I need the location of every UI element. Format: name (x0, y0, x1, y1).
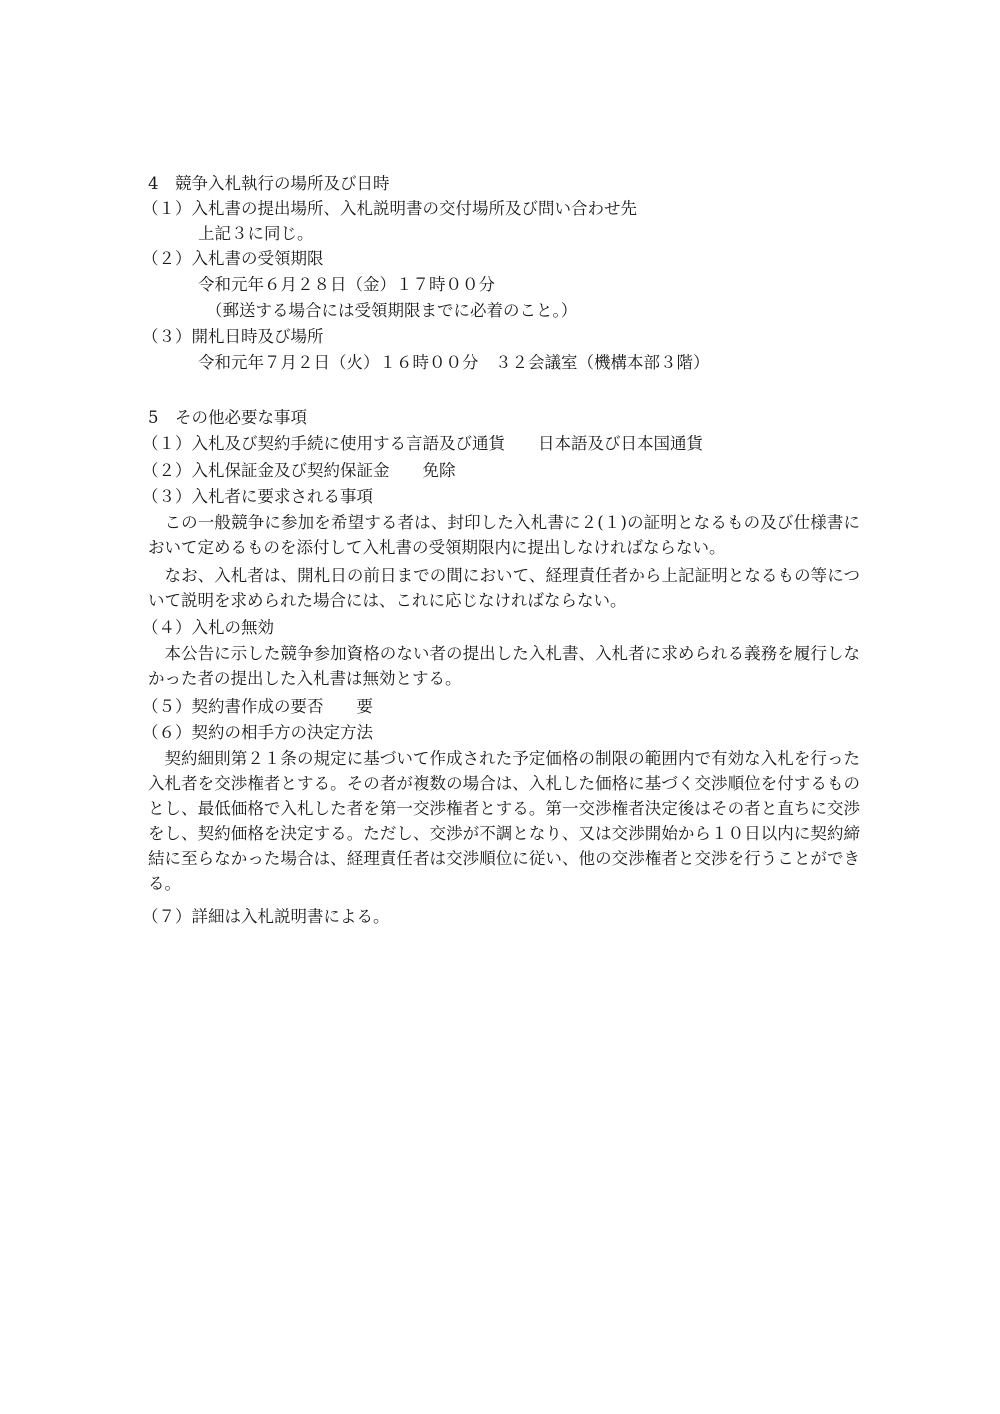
section4-item1-text: 上記３に同じ。 (198, 224, 314, 243)
section5-item6-label: （６）契約の相手方の決定方法 (142, 723, 373, 742)
section4-item2-date: 令和元年６月２８日（金）１７時００分 (198, 275, 495, 294)
section5-item4-label: （４）入札の無効 (142, 618, 274, 637)
section4-item3-label: （３）開札日時及び場所 (142, 327, 324, 346)
section5-item3-paragraph-1: この一般競争に参加を希望する者は、封印した入札書に２(１)の証明となるもの及び仕様書において定めるものを添付して入札書の受領期限内に提出しなければならない。 (148, 513, 860, 557)
section5-heading: 5 その他必要な事項 (148, 408, 307, 427)
section5-item2: （２）入札保証金及び契約保証金 免除 (142, 461, 456, 480)
section5-item3-label: （３）入札者に要求される事項 (142, 487, 373, 506)
section5-item5: （５）契約書作成の要否 要 (142, 697, 373, 716)
section4-item1-label: （１）入札書の提出場所、入札説明書の交付場所及び問い合わせ先 (142, 199, 637, 218)
section4-item2-label: （２）入札書の受領期限 (142, 249, 324, 268)
section5-item4-paragraph: 本公告に示した競争参加資格のない者の提出した入札書、入札者に求められる義務を履行しなかった者の提出した入札書は無効とする。 (148, 644, 860, 688)
section4-item2-note: （郵送する場合には受領期限までに必着のこと。） (206, 301, 578, 320)
section5-item3-paragraph-2: なお、入札者は、開札日の前日までの間において、経理責任者から上記証明となるもの等について説明を求められた場合には、これに応じなければならない。 (148, 566, 860, 610)
section5-item1: （１）入札及び契約手続に使用する言語及び通貨 日本語及び日本国通貨 (142, 434, 703, 453)
section4-item3-text: 令和元年７月２日（火）１６時００分 ３２会議室（機構本部３階） (198, 353, 710, 372)
section4-heading: 4 競争入札執行の場所及び日時 (148, 174, 390, 193)
section5-item6-paragraph: 契約細則第２１条の規定に基づいて作成された予定価格の制限の範囲内で有効な入札を行った入札者を交渉権者とする。その者が複数の場合は、入札した価格に基づく交渉順位を付するものとし、最低価格で入札した者を第一交渉権者とする。第一交渉権者決定後はその者と直ちに交渉をし、契約価格を決定する。ただし、交渉が不調となり、又は交渉開始から１０日以内に契約締結に至らなかった場合は、経理責任者は交渉順位に従い、他の交渉権者と交渉を行うことができる。 (148, 749, 860, 893)
section5-item7: （７）詳細は入札説明書による。 (142, 907, 390, 926)
